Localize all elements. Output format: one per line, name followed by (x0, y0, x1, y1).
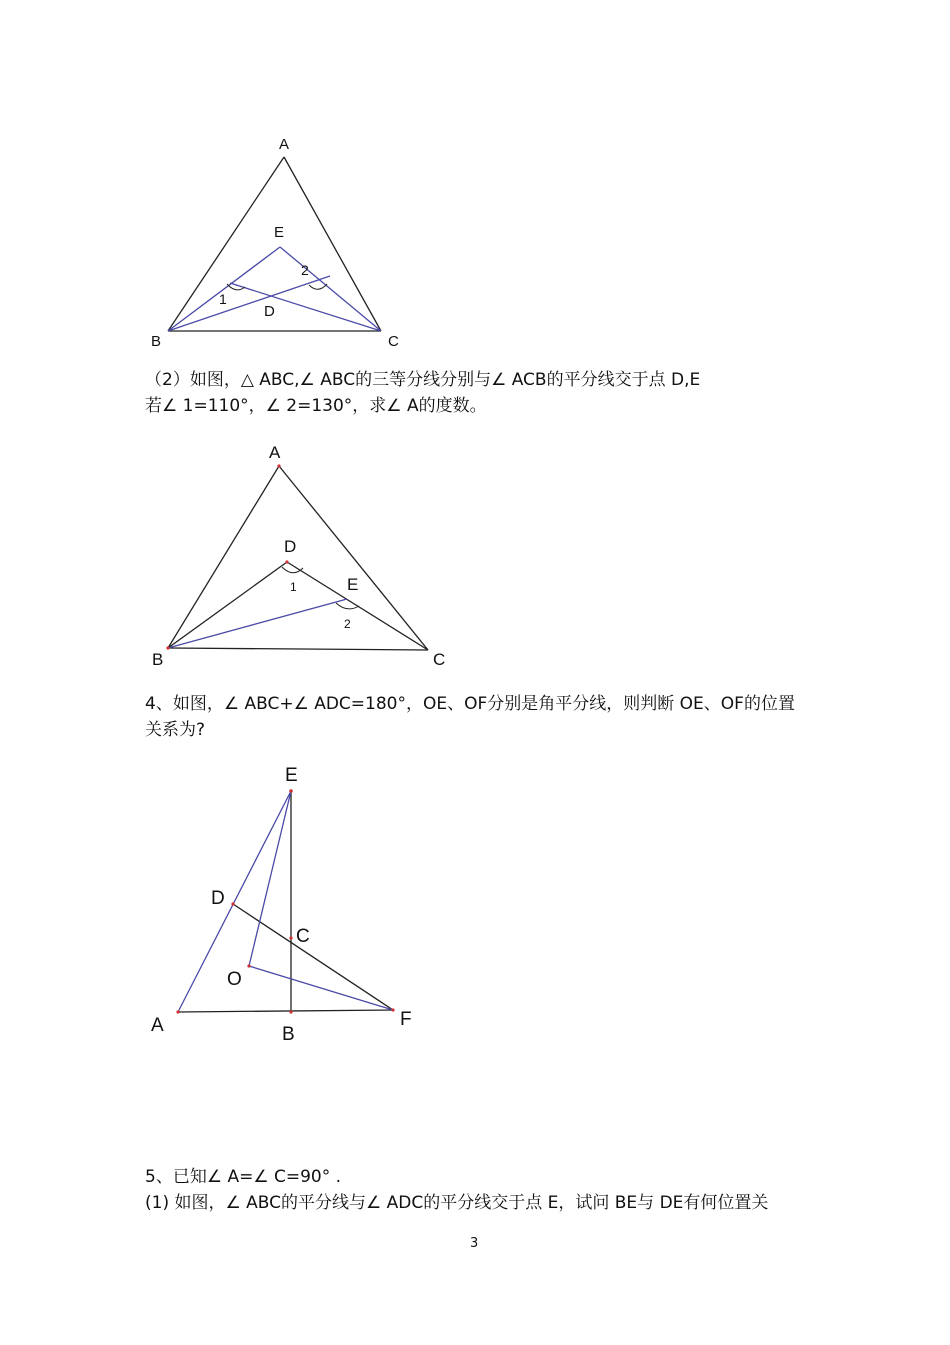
figure-1-label-d: D (264, 303, 275, 320)
figure-1-label-1: 1 (219, 291, 227, 307)
figure-2-label-2: 2 (344, 617, 351, 631)
figure-3-label-c: C (296, 926, 310, 947)
figure-3-label-f: F (400, 1009, 412, 1030)
figure-2-label-d: D (284, 537, 297, 556)
page-number: 3 (470, 1236, 479, 1251)
problem-5-line-1: 5、已知∠ A=∠ C=90° . (145, 1167, 342, 1187)
figure-2-trisectors (168, 562, 428, 650)
figure-2-label-1: 1 (290, 580, 297, 594)
figure-1-label-e: E (274, 224, 285, 241)
figure-2-label-c: C (433, 650, 446, 669)
problem-5-line-2: (1) 如图，∠ ABC的平分线与∠ ADC的平分线交于点 E，试问 BE与 DE有何位置关 (145, 1193, 769, 1213)
figure-1-label-2: 2 (301, 262, 309, 278)
figure-1-label-c: C (388, 333, 399, 350)
figure-2-points (166, 464, 288, 649)
figure-1-label-a: A (279, 136, 290, 153)
figure-3-label-d: D (211, 888, 225, 909)
figure-3-label-o: O (227, 969, 242, 990)
figure-2-label-b: B (152, 650, 164, 669)
figure-3-label-e: E (285, 765, 298, 786)
figure-2-label-e: E (347, 575, 359, 594)
figure-3-points (176, 789, 394, 1013)
figure-3-label-b: B (282, 1024, 295, 1045)
figure-3-label-a: A (151, 1015, 164, 1036)
problem-4-line-2: 关系为? (145, 720, 206, 740)
figure-2-label-a: A (269, 443, 281, 462)
problem-4-line-1: 4、如图，∠ ABC+∠ ADC=180°，OE、OF分别是角平分线，则判断 OE、OF的位置 (145, 694, 795, 714)
figure-3-bisectors (249, 791, 393, 1010)
figure-2-triangle (168, 466, 428, 650)
problem-3-2-line-2: 若∠ 1=110°，∠ 2=130°，求∠ A的度数。 (145, 396, 487, 416)
figure-1-label-b: B (151, 333, 162, 350)
problem-3-2-line-1: （2）如图，△ ABC,∠ ABC的三等分线分别与∠ ACB的平分线交于点 D,E (145, 370, 701, 390)
